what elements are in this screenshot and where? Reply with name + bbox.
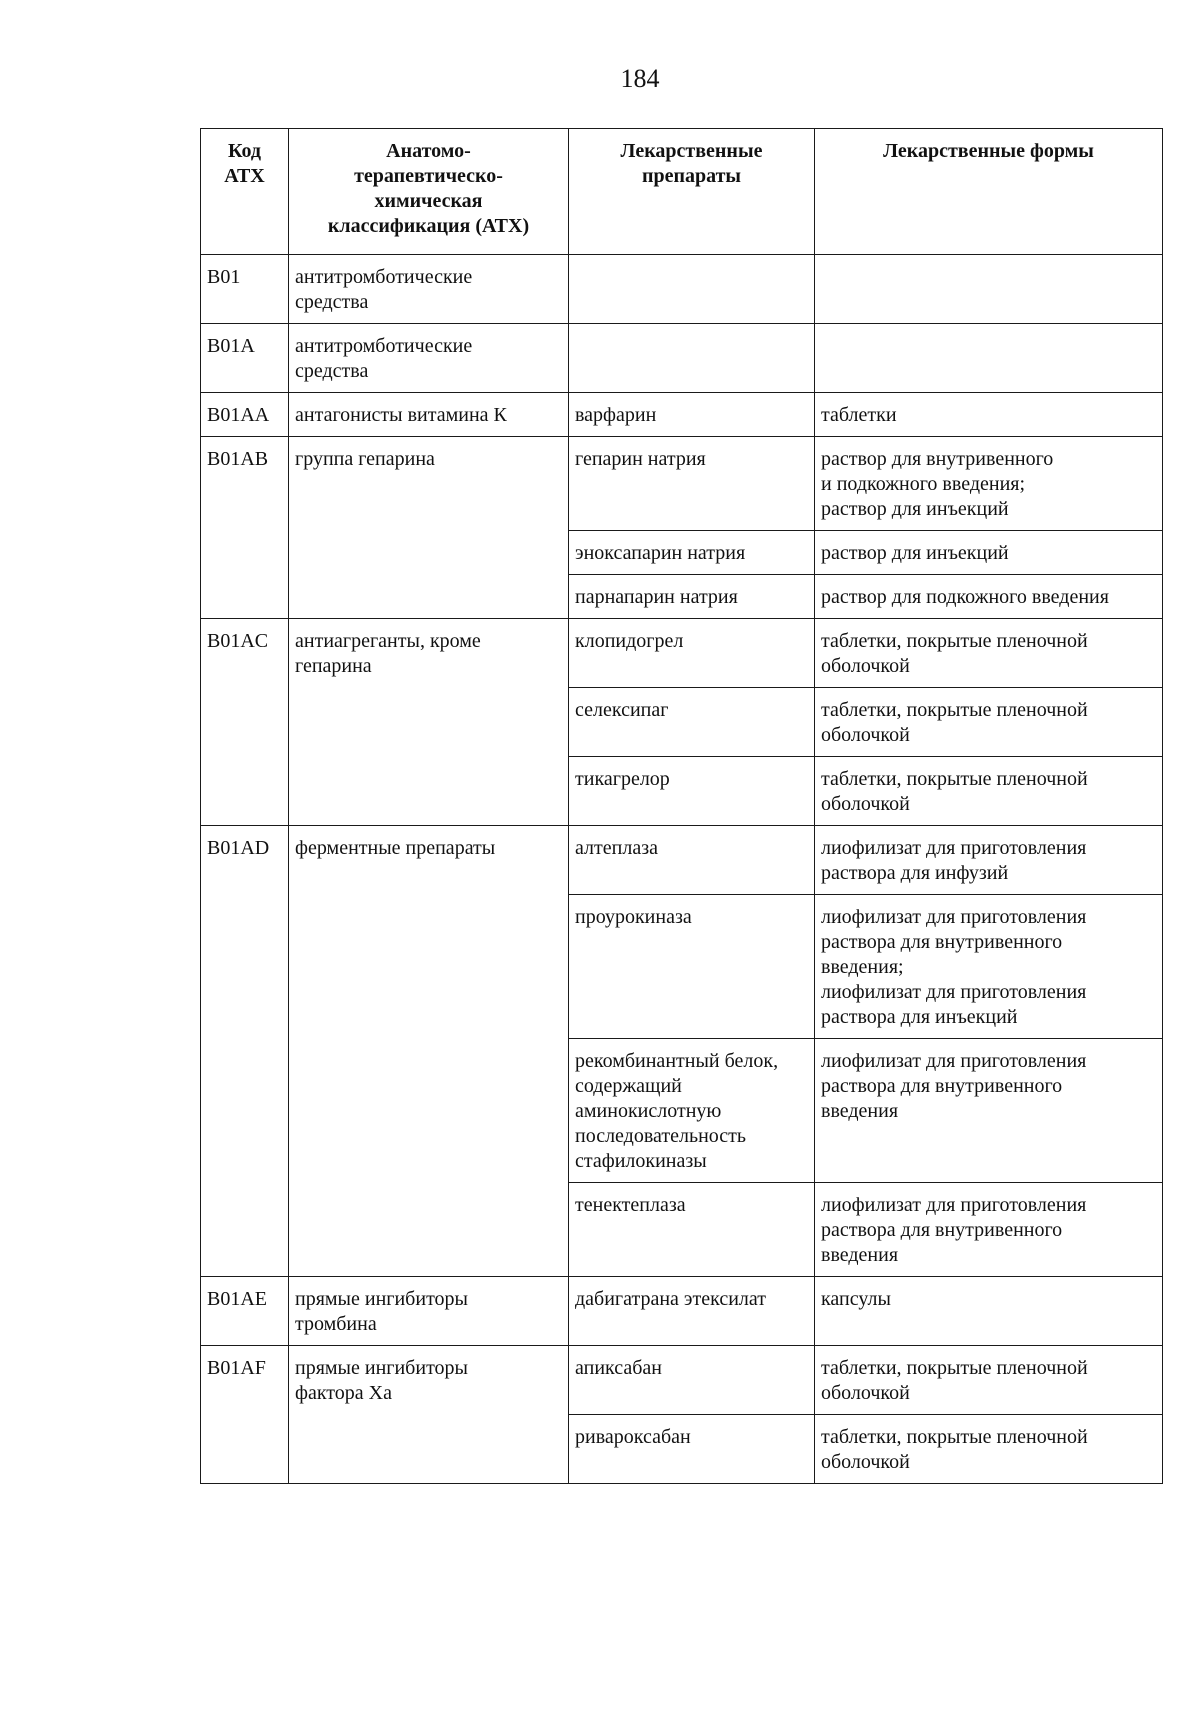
atx-code-cell: B01AB — [201, 437, 289, 619]
drug-cell: эноксапарин натрия — [569, 531, 815, 575]
atx-classification-cell: антиагреганты, кроме гепарина — [289, 619, 569, 826]
drug-cell: селексипаг — [569, 688, 815, 757]
atx-code-cell: B01 — [201, 255, 289, 324]
atx-classification-cell: антитромботические средства — [289, 255, 569, 324]
drug-cell — [569, 255, 815, 324]
atx-drug-table — [200, 128, 1163, 1484]
drug-cell: тикагрелор — [569, 757, 815, 826]
atx-classification-cell: прямые ингибиторы фактора Ха — [289, 1346, 569, 1484]
dosage-form-cell: раствор для внутривенного и подкожного введения; раствор для инъекций — [815, 437, 1163, 531]
drug-cell: гепарин натрия — [569, 437, 815, 531]
drug-cell: парнапарин натрия — [569, 575, 815, 619]
table-row — [201, 619, 1163, 688]
atx-classification-cell: антитромботические средства — [289, 324, 569, 393]
dosage-form-cell: таблетки, покрытые пленочной оболочкой — [815, 688, 1163, 757]
table-row — [201, 437, 1163, 531]
atx-code-cell: B01AD — [201, 826, 289, 1277]
header-classification: Анатомо- терапевтическо- химическая классификация (АТХ) — [289, 129, 569, 255]
drug-cell: варфарин — [569, 393, 815, 437]
page-number: 184 — [620, 64, 660, 93]
dosage-form-cell: капсулы — [815, 1277, 1163, 1346]
table-body — [201, 255, 1163, 1484]
table-row — [201, 255, 1163, 324]
drug-cell: алтеплаза — [569, 826, 815, 895]
header-forms: Лекарственные формы — [815, 129, 1163, 255]
drug-cell: дабигатрана этексилат — [569, 1277, 815, 1346]
dosage-form-cell: лиофилизат для приготовления раствора для внутривенного введения; лиофилизат для приготовления раствора для инъекций — [815, 895, 1163, 1039]
dosage-form-cell: раствор для инъекций — [815, 531, 1163, 575]
table-row — [201, 1277, 1163, 1346]
table-row — [201, 324, 1163, 393]
dosage-form-cell: таблетки, покрытые пленочной оболочкой — [815, 757, 1163, 826]
table-row — [201, 393, 1163, 437]
dosage-form-cell: раствор для подкожного введения — [815, 575, 1163, 619]
table-row — [201, 826, 1163, 895]
dosage-form-cell: таблетки, покрытые пленочной оболочкой — [815, 1346, 1163, 1415]
drug-cell — [569, 324, 815, 393]
dosage-form-cell: таблетки, покрытые пленочной оболочкой — [815, 1415, 1163, 1484]
dosage-form-cell: таблетки — [815, 393, 1163, 437]
dosage-form-cell — [815, 255, 1163, 324]
drug-cell: тенектеплаза — [569, 1183, 815, 1277]
drug-cell: проурокиназа — [569, 895, 815, 1039]
atx-code-cell: B01AE — [201, 1277, 289, 1346]
header-drugs: Лекарственные препараты — [569, 129, 815, 255]
atx-classification-cell: антагонисты витамина К — [289, 393, 569, 437]
atx-code-cell: B01A — [201, 324, 289, 393]
drug-cell: апиксабан — [569, 1346, 815, 1415]
header-code: Код АТХ — [201, 129, 289, 255]
dosage-form-cell: лиофилизат для приготовления раствора для внутривенного введения — [815, 1183, 1163, 1277]
atx-code-cell: B01AF — [201, 1346, 289, 1484]
dosage-form-cell: лиофилизат для приготовления раствора для внутривенного введения — [815, 1039, 1163, 1183]
dosage-form-cell — [815, 324, 1163, 393]
drug-cell: рекомбинантный белок, содержащий аминокислотную последовательность стафилокиназы — [569, 1039, 815, 1183]
dosage-form-cell: таблетки, покрытые пленочной оболочкой — [815, 619, 1163, 688]
atx-code-cell: B01AA — [201, 393, 289, 437]
atx-classification-cell: прямые ингибиторы тромбина — [289, 1277, 569, 1346]
atx-classification-cell: группа гепарина — [289, 437, 569, 619]
drug-cell: клопидогрел — [569, 619, 815, 688]
table-header — [201, 129, 1163, 255]
table-row — [201, 1346, 1163, 1415]
dosage-form-cell: лиофилизат для приготовления раствора для инфузий — [815, 826, 1163, 895]
header-row — [201, 129, 1163, 255]
atx-classification-cell: ферментные препараты — [289, 826, 569, 1277]
atx-code-cell: B01AC — [201, 619, 289, 826]
drug-cell: ривароксабан — [569, 1415, 815, 1484]
